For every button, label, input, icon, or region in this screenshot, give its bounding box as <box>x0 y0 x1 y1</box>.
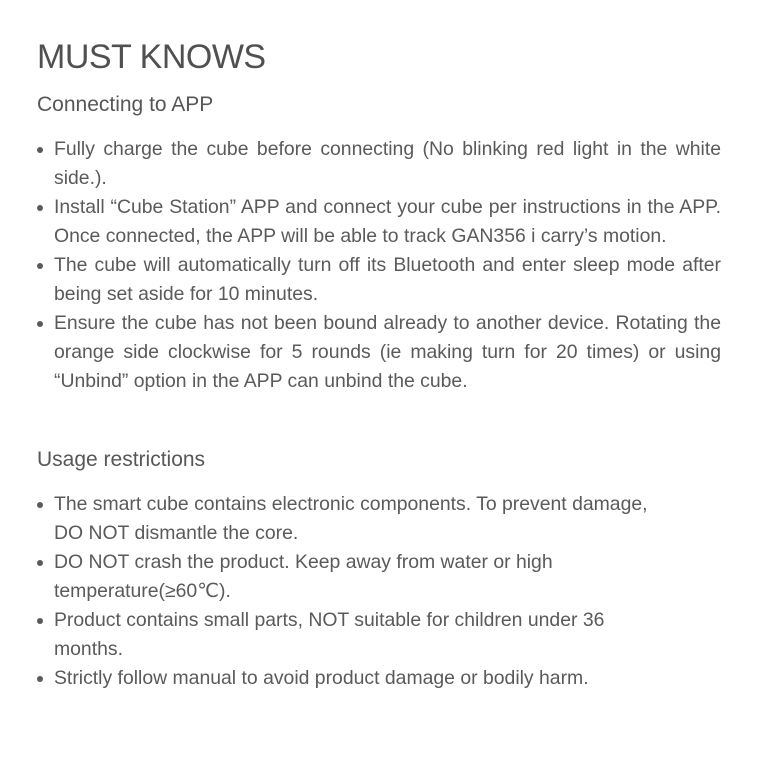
list-item <box>37 664 667 693</box>
list-item-text: The cube will automatically turn off its Bluetooth and enter sleep mode after being set aside for 10 minutes. <box>54 254 721 305</box>
bullet-icon <box>37 560 43 566</box>
bullet-icon <box>37 502 43 508</box>
list-item <box>37 193 721 251</box>
bullet-icon <box>37 321 43 327</box>
list-item-text: Ensure the cube has not been bound already to another device. Rotating the orange side clockwise for 5 rounds (ie making turn for 20 times) or using “Unbind” option in the APP can unbind the cube. <box>54 312 721 392</box>
list-item-text: Strictly follow manual to avoid product damage or bodily harm. <box>54 667 589 689</box>
list-item-text: The smart cube contains electronic components. To prevent damage, DO NOT dismantle the core. <box>54 493 648 544</box>
section-heading-connecting: Connecting to APP <box>37 93 214 116</box>
page-title: MUST KNOWS <box>37 38 266 76</box>
bullet-icon <box>37 676 43 682</box>
list-item-text: DO NOT crash the product. Keep away from water or high temperature(≥60℃). <box>54 551 553 602</box>
list-item-text: Install “Cube Station” APP and connect your cube per instructions in the APP. Once connected, the APP will be able to track GAN356 i carry’s motion. <box>54 196 721 247</box>
usage-restrictions-list <box>37 490 667 693</box>
bullet-icon <box>37 618 43 624</box>
list-item-text: Fully charge the cube before connecting (No blinking red light in the white side.). <box>54 138 721 189</box>
bullet-icon <box>37 263 43 269</box>
bullet-icon <box>37 205 43 211</box>
bullet-icon <box>37 147 43 153</box>
list-item <box>37 309 721 396</box>
list-item <box>37 251 721 309</box>
list-item <box>37 490 667 548</box>
section-heading-usage: Usage restrictions <box>37 448 206 471</box>
list-item <box>37 548 667 606</box>
list-item <box>37 606 667 664</box>
list-item <box>37 135 721 193</box>
connecting-list <box>37 135 721 396</box>
list-item-text: Product contains small parts, NOT suitable for children under 36 months. <box>54 609 605 660</box>
